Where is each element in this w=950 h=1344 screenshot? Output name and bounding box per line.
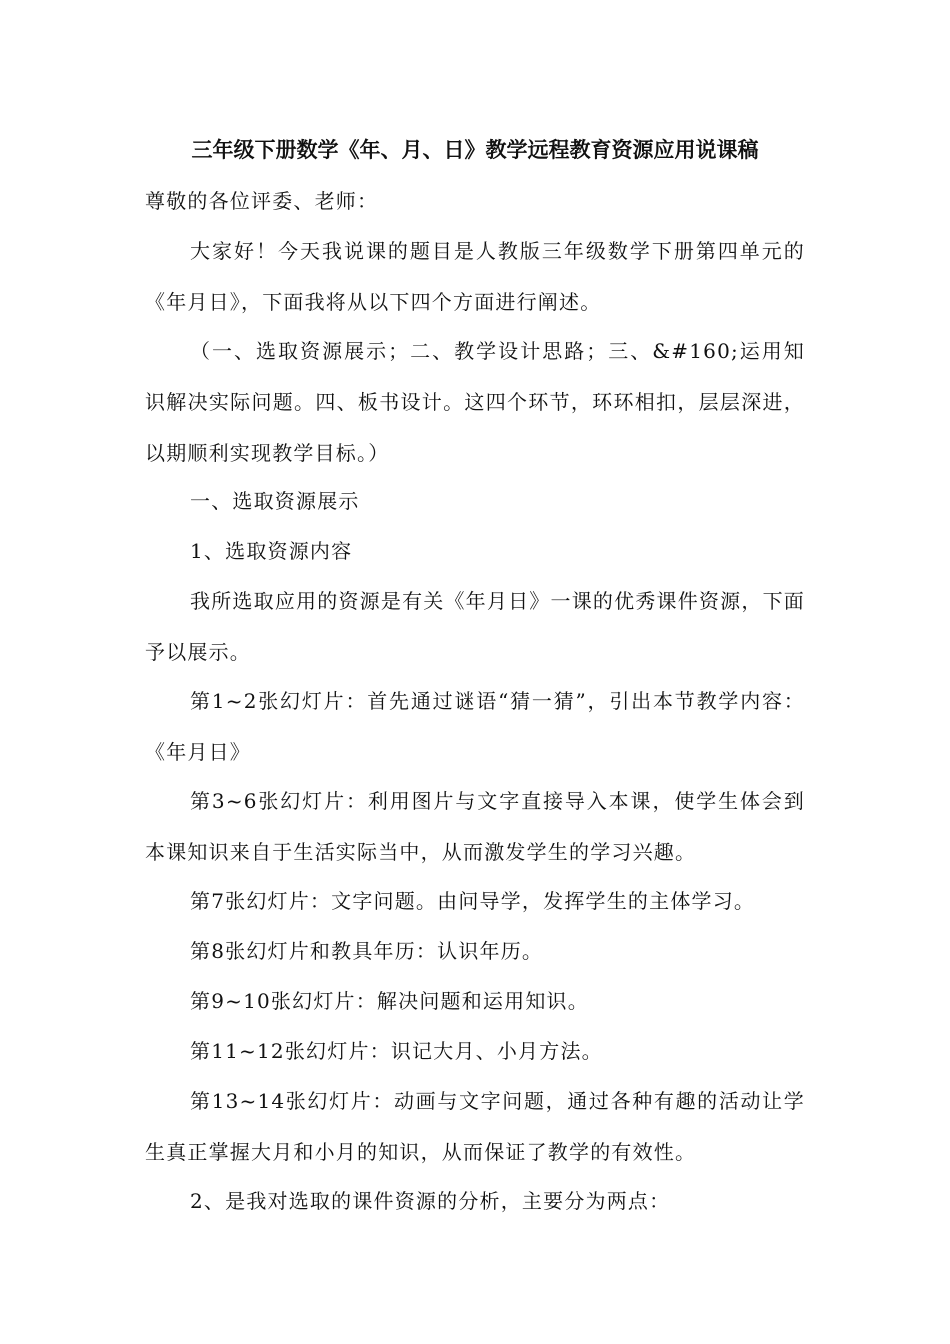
paragraph-outline: （一、选取资源展示；二、教学设计思路；三、&#160;运用知识解决实际问题。四、板书设计。这四个环节，环环相扣，层层深进，以期顺利实现教学目标。） xyxy=(145,339,805,465)
document-title: 三年级下册数学《年、月、日》教学远程教育资源应用说课稿 xyxy=(191,138,759,162)
paragraph-slides-9-10: 第9~10张幻灯片：解决问题和运用知识。 xyxy=(190,989,589,1013)
paragraph-slides-11-12: 第11~12张幻灯片：识记大月、小月方法。 xyxy=(190,1039,603,1063)
paragraph-resource: 我所选取应用的资源是有关《年月日》一课的优秀课件资源，下面予以展示。 xyxy=(145,589,805,664)
paragraph-intro: 大家好！今天我说课的题目是人教版三年级数学下册第四单元的《年月日》，下面我将从以下四个方面进行阐述。 xyxy=(145,239,805,314)
subsection-heading-1: 1、选取资源内容 xyxy=(190,539,353,563)
paragraph-slides-1-2: 第1~2张幻灯片：首先通过谜语“猜一猜”，引出本节教学内容：《年月日》 xyxy=(145,689,805,764)
paragraph-slide-7: 第7张幻灯片：文字问题。由问导学，发挥学生的主体学习。 xyxy=(190,889,756,913)
paragraph-slide-8: 第8张幻灯片和教具年历：认识年历。 xyxy=(190,939,544,963)
section-heading-1: 一、选取资源展示 xyxy=(190,489,360,513)
paragraph-slides-13-14: 第13~14张幻灯片：动画与文字问题，通过各种有趣的活动让学生真正掌握大月和小月的知识，从而保证了教学的有效性。 xyxy=(145,1089,805,1164)
salutation: 尊敬的各位评委、老师： xyxy=(145,189,379,213)
paragraph-slides-3-6: 第3~6张幻灯片：利用图片与文字直接导入本课，使学生体会到本课知识来自于生活实际当中，从而激发学生的学习兴趣。 xyxy=(145,789,805,864)
subsection-heading-2: 2、是我对选取的课件资源的分析，主要分为两点： xyxy=(190,1189,671,1213)
